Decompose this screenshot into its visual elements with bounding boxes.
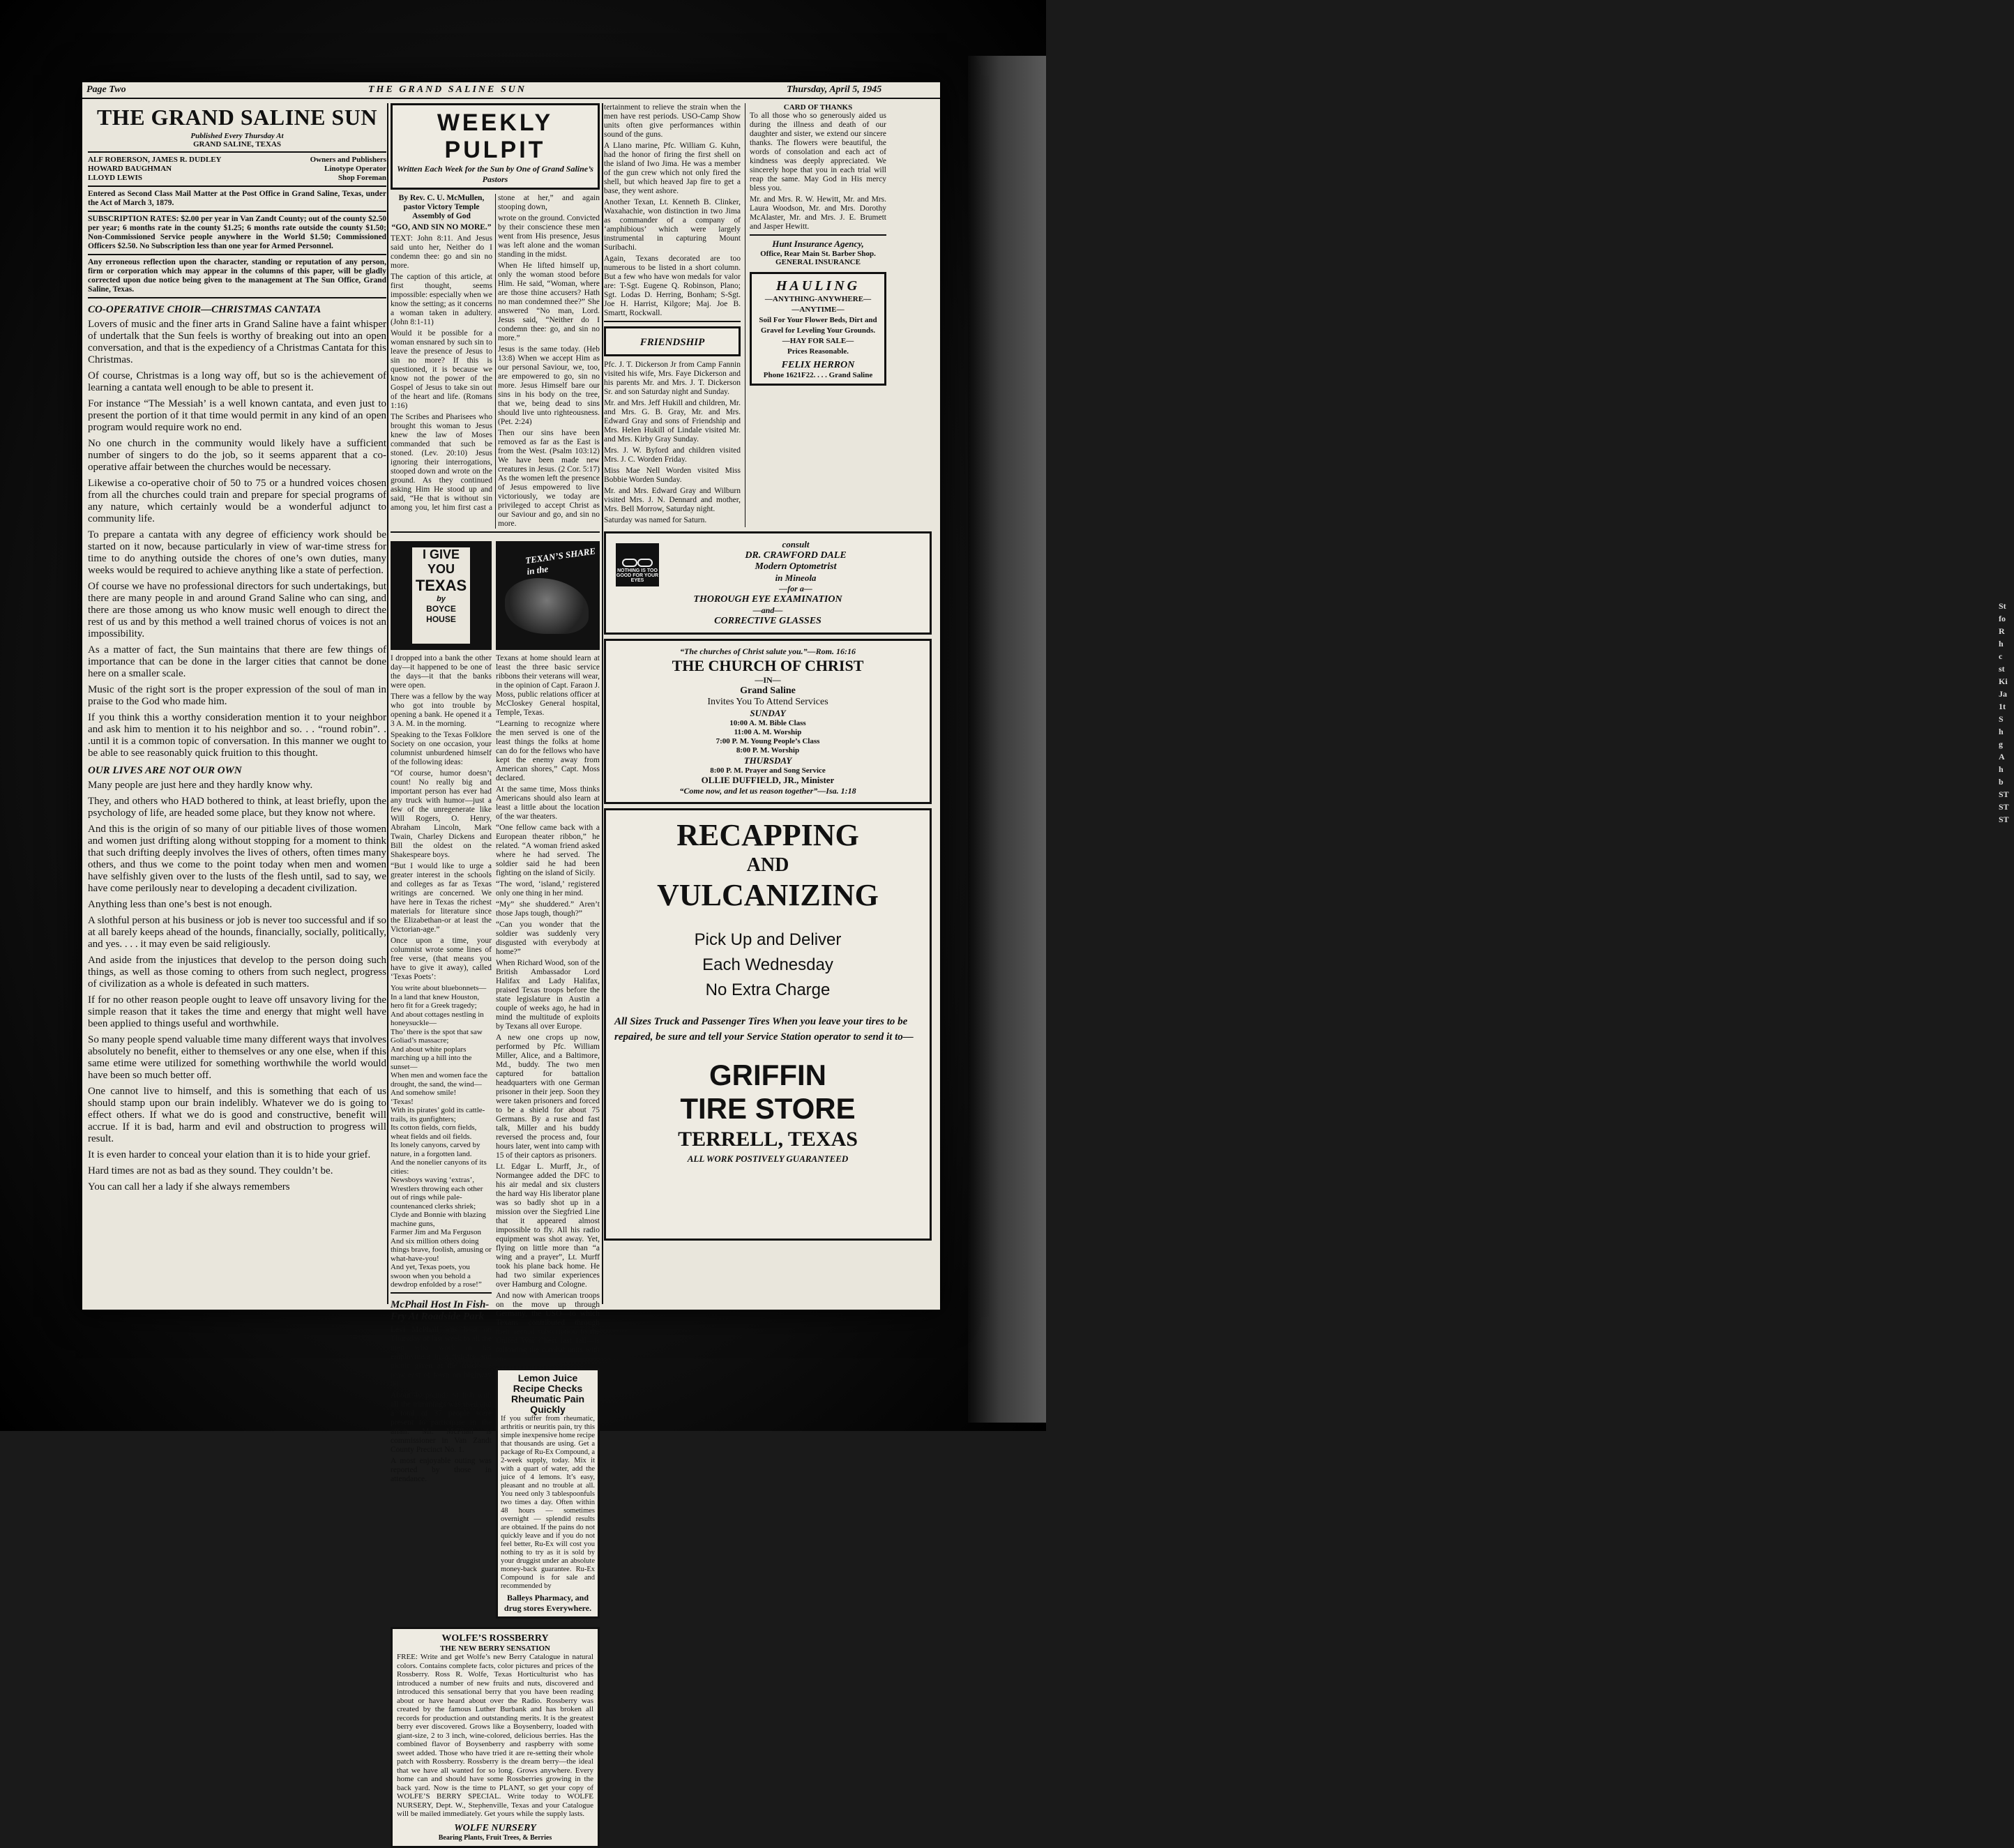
poem-line: ‘Texas!	[391, 1097, 414, 1106]
staff-list	[88, 156, 386, 183]
optometrist-and: —and—	[752, 605, 783, 615]
pulpit-subtitle: Written Each Week for the Sun by One of Grand Saline’s Pastors	[397, 164, 593, 184]
edge-fragment: b	[1999, 777, 2004, 787]
schedule-line: 8:00 P. M. Worship	[736, 746, 800, 755]
poem-line: And somehow smile!	[391, 1089, 457, 1097]
marines-paragraph: A Llano marine, Pfc. William G. Kuhn, had the honor of firing the first shell on the island of Iwo Jima. He was a member of the gun crew which not only fired the shell, but which heaved Jap fire to get a base, they went ashore.	[604, 142, 741, 195]
logo-line: by	[437, 595, 446, 603]
church-sunday: SUNDAY	[750, 708, 786, 718]
pulpit-paragraph: The caption of this article, at first thought, seems impossible: especially when we know the setting; as it concerns a woman taken in adultery. (John 8:1-11)	[391, 273, 492, 326]
masthead-place: GRAND SALINE, TEXAS	[192, 140, 282, 149]
church-schedule	[612, 719, 924, 755]
texas-paragraph: Speaking to the Texas Folklore Society on one occasion, your columnist unburdened himself of the following ideas:	[391, 731, 492, 766]
editorial-paragraph: Many people are just here and they hardly know why.	[88, 780, 313, 791]
texas-paragraph: There was a fellow by the way who got into trouble by opening a bank. He opened it a 3 A. M. in the morning.	[391, 692, 492, 728]
church-closing: “Come now, and let us reason together”—Isa. 1:18	[679, 786, 856, 796]
mcphail-paragraph: Levi McPhail was host on Thursday of last week to all the men who work in his employment in a fish-fry and picnic given at the road-side park east of town on highway 80.	[391, 1325, 492, 1388]
editorial-headline: CO-OPERATIVE CHOIR—CHRISTMAS CANTATA	[88, 304, 321, 315]
marines-column	[604, 103, 741, 527]
schedule-line: 7:00 P. M. Young People’s Class	[716, 737, 820, 745]
friendship-paragraph: Mrs. J. W. Byford and children visited Mrs. J. C. Worden Friday.	[604, 446, 741, 464]
church-quote: “The churches of Christ salute you.”—Rom. 16:16	[679, 646, 856, 656]
poem-line: Its lonely canyons, carved by nature, in a forgotten land.	[391, 1141, 480, 1158]
tire-service-line: Pick Up and Deliver	[694, 930, 842, 949]
optometrist-consult: consult	[782, 539, 810, 550]
running-head	[82, 82, 940, 99]
hauling-line: Prices Reasonable.	[787, 347, 849, 356]
editorial-paragraph: Likewise a co-operative choir of 50 to 75 or a hundred voices chosen from all the churches could train and prepare for special programs of any nature, which certainly would be a wonderful adjunct to community life.	[88, 478, 386, 524]
poem-line: When men and women face the drought, the sand, the wind—	[391, 1071, 487, 1089]
tire-ad-line1: RECAPPING	[676, 818, 859, 852]
poem-line: And yet, Texas poets, you swoon when you behold a dewdrop enfolded by a rose!”	[391, 1263, 482, 1289]
optometrist-name: DR. CRAWFORD DALE	[745, 550, 847, 561]
church-thursday-line: 8:00 P. M. Prayer and Song Service	[710, 766, 826, 775]
poem-line: Tho’ there is the spot that saw Goliad’s massacre;	[391, 1027, 483, 1045]
poem-line: Newsboys waving ‘extras’,	[391, 1176, 475, 1184]
editorial-paragraph: So many people spend valuable time many different ways that involves absolutely no benefit, either to themselves or any one else, when if this same etime were utilized for something worthwhile the world would have been so much better off.	[88, 1034, 386, 1081]
mcphail-paragraph: A most enjoyable outing was reported by those in attendance.	[391, 1456, 492, 1483]
editorial-paragraph: Of course we have no professional directors for such undertakings, but there are many people in and around Grand Saline who can sing, and there are those among us who know music well enough to direct the rest of us and by this method a well trained chorus of voices is not an impossibility.	[88, 581, 386, 639]
pulpit-paragraph: Then our sins have been removed as far as the East is from the West. (Psalm 103:12) We have been made new creatures in Jesus. (2 Cor. 5:17) As the women left the presence of Jesus empowered to live victoriously, we today are privileged to accept Christ as our Saviour and go, and sin no more.	[498, 429, 600, 528]
staff-role: Shop Foreman	[338, 174, 386, 182]
tire-ad-city: TERRELL, TEXAS	[678, 1128, 858, 1151]
poem-line: Wrestlers throwing each other out of rings while pale-countenanced clerks shriek;	[391, 1184, 483, 1211]
hauling-lines	[756, 294, 880, 357]
tire-store-ad	[604, 808, 932, 1241]
edge-fragment: Ki	[1999, 676, 2008, 686]
edge-fragment: ST	[1999, 815, 2009, 824]
pulpit-paragraph: The Scribes and Pharisees who brought this woman to Jesus knew the law of Moses commanded that such be stoned. (Lev. 20:10) Jesus ignoring their interrogations, stooped down and wrote on the ground. As they continued asking Him He stood up and said, “He that is without sin among you, let him first cast a stone at her,” and again stooping down,	[391, 194, 600, 512]
texas-poem	[391, 984, 492, 1289]
hunt-title: Hunt Insurance Agency,	[772, 238, 864, 249]
share-paragraph: “Can you wonder that the soldier was suddenly very disgusted with everybody at home?”	[496, 921, 600, 956]
editorial-paragraph: Music of the right sort is the proper expression of the soul of man in praise to the God who made him.	[88, 684, 386, 707]
poem-line: In a land that knew Houston, hero fit for a Greek tragedy;	[391, 992, 480, 1010]
friendship-paragraph: Pfc. J. T. Dickerson Jr from Camp Fannin visited his wife, Mrs. Faye Dickerson and his parents Mr. and Mrs. J. T. Dickerson Sr. and son Saturday night and Sunday.	[604, 361, 741, 396]
page-number: Page Two	[86, 84, 126, 95]
lemon-ad-body: If you suffer from rheumatic, arthritis or neuritis pain, try this simple inexpensive home recipe that thousands are using. Get a package of Ru-Ex Compound, a 2-week supply, today. Mix it with a quart of water, add the juice of 4 lemons. It’s easy, pleasant and no trouble at all. You need only 3 tablespoonfuls two times a day. Often within 48 hours — sometimes overnight — splendid results are obtained. If the pains do not quickly leave and if you do not feel better, Ru-Ex will cost you nothing to try as it is sold by your druggist under an absolute money-back guarantee. Ru-Ex Compound is for sale and recommended by	[501, 1415, 596, 1590]
staff-row	[88, 156, 386, 165]
thanks-signers: Mr. and Mrs. R. W. Hewitt, Mr. and Mrs. Laura Woodson, Mr. and Mrs. Dorothy McAlaster, Mr. and Mrs. J. E. Brumett and Jasper Hewitt.	[750, 195, 886, 231]
optometrist-town: in Mineola	[775, 573, 817, 583]
hunt-service: GENERAL INSURANCE	[775, 258, 861, 266]
church-minister: OLLIE DUFFIELD, JR., Minister	[701, 775, 835, 785]
edge-fragment: S	[1999, 714, 2004, 724]
editorial-paragraph: Lovers of music and the finer arts in Grand Saline have a faint whisper of undertalk that the Sun feels is worthy of breaking out into an open conversation, and that is the expediency of a Christmas Cantata for this Christmas.	[88, 319, 386, 365]
tire-ad-name2: TIRE STORE	[680, 1092, 856, 1125]
mcphail-paragraph: About 40 pounds of fish with all the trimmings was used and a total of 37 people were present to participate in the affair. Mr. McPhail is commissioner in Van Zandt County Precinct No. 1.	[391, 1391, 492, 1454]
mcphail-body	[391, 1326, 492, 1484]
edge-fragment: st	[1999, 664, 2005, 674]
optometrist-ad	[604, 531, 932, 635]
tire-ad-name1: GRIFFIN	[709, 1059, 826, 1091]
weekly-pulpit-box	[391, 103, 600, 190]
masthead-title: THE GRAND SALINE SUN	[96, 105, 378, 130]
glasses-icon	[616, 543, 659, 586]
tire-service-line: Each Wednesday	[702, 955, 833, 974]
church-title: THE CHURCH OF CHRIST	[672, 657, 864, 674]
adjacent-page-edge	[968, 56, 2009, 1423]
staff-name: LLOYD LEWIS	[88, 174, 142, 182]
mcphail-headline: McPhail Host In Fish-Fry At Roadside Park	[391, 1298, 490, 1322]
thanks-body: To all those who so generously aided us during the illness and death of our daughter and sister, we extend our sincere thanks. The flowers were beautiful, the words of consolation and each act of kindness was deeply appreciated. We sincerely hope that you in each trial will reap the same. May God in His mercy bless you.	[750, 112, 886, 192]
editorial-paragraph: For instance “The Messiah’ is a well known cantata, and even just to present the portion of it that time would permit in any kind of an open program would require work no end.	[88, 398, 386, 433]
hauling-ad	[750, 272, 886, 386]
hauling-line: —HAY FOR SALE—	[782, 337, 854, 345]
church-of-christ-ad	[604, 639, 932, 804]
friendship-paragraph: Mr. and Mrs. Jeff Hukill and children, Mr. and Mrs. G. B. Gray, Mr. and Mrs. Edward Gray and sons of Friendship and Mrs. Helen Hukill of Lindale visited Mr. and Mrs. Kirby Gray Sunday.	[604, 399, 741, 444]
staff-name: HOWARD BAUGHMAN	[88, 165, 172, 173]
optometrist-title: Modern Optometrist	[755, 561, 837, 572]
share-paragraph: “Learning to recognize where the men served is one of the least things the folks at home can do for the fellows who have kept the enemy away from American shores,” Capt. Moss declared.	[496, 720, 600, 782]
tire-ad-line3: VULCANIZING	[657, 878, 879, 912]
edge-fragment: g	[1999, 739, 2003, 749]
entry-notice: Entered as Second Class Mail Matter at the Post Office in Grand Saline, Texas, under the Act of March 3, 1879.	[88, 190, 386, 207]
hauling-title: HAULING	[775, 278, 861, 294]
poem-line: Its cotton fields, corn fields, wheat fields and oil fields.	[391, 1123, 477, 1141]
staff-row	[88, 165, 386, 174]
hauling-line: —ANYTIME—	[792, 305, 845, 314]
edge-fragment: c	[1999, 651, 2003, 661]
texans-share-image	[496, 541, 600, 650]
rossberry-ad	[391, 1627, 600, 1848]
schedule-line: 10:00 A. M. Bible Class	[729, 719, 806, 727]
texas-column-body	[391, 654, 492, 982]
pulpit-body	[391, 194, 600, 529]
logo-line: TEXAS	[415, 577, 467, 594]
editorial-paragraph: If for no other reason people ought to leave off unsavory living for the simple reason that it takes the time and energy that might well have been applied to things useful and worthwhile.	[88, 994, 386, 1029]
editorial-paragraph: As a matter of fact, the Sun maintains that there are few things of importance that can be done in the larger cities that cannot be done here on a smaller scale.	[88, 644, 386, 679]
optometrist-for: —for a—	[779, 584, 812, 593]
hunt-line: Office, Rear Main St. Barber Shop.	[760, 250, 876, 258]
poem-line: You write about bluebonnets—	[391, 984, 487, 992]
newspaper-page	[82, 82, 940, 1842]
editorial-paragraph: A slothful person at his business or job is never too successful and if so at all barely keeps ahead of the hounds, financially, socially, politically, and yes. . . . it may even be said religiously.	[88, 915, 386, 950]
edge-fragment: Ja	[1999, 689, 2007, 699]
masthead	[88, 105, 386, 298]
marines-paragraph: tertainment to relieve the strain when the men have rest periods. USO-Camp Show units often give performances within sound of the guns.	[604, 103, 741, 139]
texans-share-caption: TEXAN’S SHARE in the	[524, 545, 596, 577]
logo-line: HOUSE	[426, 614, 456, 624]
edge-fragment: St	[1999, 601, 2006, 611]
editorial-paragraph: To prepare a cantata with any degree of efficiency work should be started on it now, because particularly in view of war-time stress for time to do anything outside the chores of one’s own duties, many weeks would be required to achieve anything like a state of perfection.	[88, 529, 386, 576]
editorial-paragraph: If you think this a worthy consideration mention it to your neighbor and ask him to mention it to his neighbor and so. . . “round robin”. . .until it is a common topic of conversation. In this manner we ought to be able to see reasonably quick fruition to this thought.	[88, 712, 386, 759]
church-in: —IN—	[755, 675, 781, 685]
optometrist-glasses: CORRECTIVE GLASSES	[714, 616, 821, 626]
marines-paragraph: Again, Texans decorated are too numerous to be listed in a short column. But a few who have won medals for valor are: T-Sgt. Eugene Q. Robinson, Plano; Sgt. Lodas D. Herring, Bonham; S-Sgt. Joe H. Harrist, Kilgore; Maj. Joe B. Smartt, Rockwall.	[604, 255, 741, 317]
share-paragraph: When Richard Wood, son of the British Ambassador Lord Halifax and Lady Halifax, praised Texas troops before the state legislature in Austin a couple of weeks ago, he had in mind the multitude of exploits by Texans all over Europe.	[496, 959, 600, 1031]
edge-fragment: h	[1999, 639, 2004, 649]
edge-fragment: h	[1999, 764, 2004, 774]
texas-paragraph: I dropped into a bank the other day—it happened to be one of the days—it that the banks were open.	[391, 654, 492, 690]
staff-name: ALF ROBERSON, JAMES R. DUDLEY	[88, 156, 222, 164]
optometrist-badge: NOTHING IS TOO GOOD FOR YOUR EYES	[616, 568, 659, 583]
editorial-paragraph: Anything less than one’s best is not enough.	[88, 899, 273, 910]
lemon-juice-ad	[496, 1368, 600, 1619]
rossberry-footer2: Bearing Plants, Fruit Trees, & Berries	[438, 1833, 552, 1842]
thanks-column	[750, 103, 886, 527]
logo-line: BOYCE	[426, 604, 456, 614]
running-title: THE GRAND SALINE SUN	[368, 84, 527, 95]
editorial-column	[88, 103, 386, 1304]
masthead-tagline: Published Every Thursday At	[190, 132, 284, 140]
poem-line: And about white poplars marching up a hill into the sunset—	[391, 1045, 472, 1071]
hauling-name: FELIX HERRON	[781, 360, 855, 370]
poem-line: And about cottages nestling in honeysuckle—	[391, 1010, 484, 1027]
poem-line: And six million others doing things brave, foolish, amusing or what-have-you!	[391, 1236, 492, 1263]
subscription-rates: SUBSCRIPTION RATES: $2.00 per year in Van Zandt County; out of the county $2.50 per year; 6 months rate in the county $1.25; 6 months rate outside the county $1.50; Non-Commissioned Service people anywhere in the World $1.50; Commissioned Officers $2.50. No Subscription less than one year for Armed Personnel.	[88, 215, 386, 250]
church-invite: Invites You To Attend Services	[707, 697, 828, 707]
i-give-you-texas-logo	[391, 541, 492, 650]
issue-date: Thursday, April 5, 1945	[787, 84, 882, 95]
pulpit-paragraph: wrote on the ground. Convicted by their conscience these men went from His presence, Jesus was left alone and the woman standing in the midst.	[498, 214, 600, 259]
friendship-box	[604, 326, 741, 356]
pulpit-byline: By Rev. C. U. McMullen, pastor Victory Temple Assembly of God	[398, 194, 485, 220]
friendship-paragraph: Mr. and Mrs. Edward Gray and Wilburn visited Mrs. J. N. Dennard and mother, Mrs. Bell Morrow, Saturday night.	[604, 487, 741, 513]
editorial-paragraph: It is even harder to conceal your elation than it is to hide your grief.	[88, 1149, 371, 1160]
editorial-paragraph: No one church in the community would likely have a sufficient number of singers to do the job, so it seems apparent that a co-operative affair between the churches would be necessary.	[88, 438, 386, 473]
share-paragraph: “My” she shuddered.” Aren’t those Japs tough, though?”	[496, 900, 600, 918]
tire-ad-services	[614, 927, 921, 1003]
friendship-title: FRIENDSHIP	[639, 337, 705, 348]
poem-line: Farmer Jim and Ma Ferguson	[391, 1228, 481, 1236]
friendship-paragraph: Saturday was named for Saturn.	[604, 516, 707, 524]
editorial-paragraph: Hard times are not as bad as they sound. They couldn’t be.	[88, 1165, 333, 1176]
editorial-headline-2: OUR LIVES ARE NOT OUR OWN	[88, 765, 242, 776]
editorial-body-2	[88, 780, 386, 1193]
friendship-paragraph: Miss Mae Nell Worden visited Miss Bobbie Worden Sunday.	[604, 467, 741, 484]
editorial-paragraph: Of course, Christmas is a long way off, but so is the achievement of learning a cantata well enough to be able to present it.	[88, 370, 386, 393]
staff-row	[88, 174, 386, 183]
pulpit-paragraph: TEXT: John 8:11. And Jesus said unto her, Neither do I condemn thee: go and sin no more.	[391, 234, 492, 270]
logo-line: YOU	[427, 562, 455, 576]
marines-body	[604, 103, 741, 318]
church-town: Grand Saline	[740, 686, 796, 696]
texas-column	[391, 537, 492, 1623]
hauling-phone: Phone 1621F22. . . . Grand Saline	[763, 371, 873, 379]
editorial-paragraph: And this is the origin of so many of our pitiable lives of those women and women just drifting along without stopping for a moment to think that such drifting deeply involves the lives of others, often times many others, and thus we come to the point today when men and women have selfishly given over to the lusts of the flesh until, sad to say, we have come perilously near to developing a decadent civilization.	[88, 824, 386, 894]
texas-paragraph: “Of course, humor doesn’t count! No really big and important person has ever had any truck with humor—just a few of the unregenerate like Will Rogers, O. Henry, Abraham Lincoln, Mark Twain, Charley Dickens and Bill the oldest on the Shakespeare boys.	[391, 769, 492, 859]
poem-line: And the nonelier canyons of its cities:	[391, 1158, 487, 1176]
rossberry-title: WOLFE’S ROSSBERRY	[441, 1633, 549, 1644]
texas-paragraph: “But I would like to urge a greater interest in the schools and colleges as far as Texas writings are concerned. We have here in Texas the richest materials for literature since the Elizabethan-or at least the Victorian-age.”	[391, 862, 492, 934]
staff-role: Linotype Operator	[324, 165, 386, 173]
pulpit-paragraph: Jesus is the same today. (Heb 13:8) When we accept Him as our personal Saviour, we, too, are empowered to go, sin no more. Jesus Himself bare our sins in his body on the tree, that we, being dead to sins should live unto righteousness. (Pet. 2:24)	[498, 345, 600, 426]
rossberry-subtitle: THE NEW BERRY SENSATION	[439, 1644, 551, 1653]
tire-ad-line2: AND	[746, 854, 789, 876]
share-paragraph: And now with American troops on the move up through Germany, the USO—to which Texans contributed through their record subscription to the United War Chest last fall—is following the combat units with en-	[496, 1292, 600, 1363]
tire-ad-guarantee: ALL WORK POSTIVELY GUARANTEED	[687, 1153, 849, 1164]
share-paragraph: “The word, ‘island,’ registered only one thing in her mind.	[496, 880, 600, 898]
edge-fragment: ST	[1999, 789, 2009, 799]
tire-service-line: No Extra Charge	[705, 980, 831, 999]
editorial-paragraph: They, and others who HAD bothered to think, at least briefly, upon the psychology of life, are headed some place, but they know not where.	[88, 796, 386, 819]
editorial-paragraph: You can call her a lady if she always remembers	[88, 1181, 290, 1192]
rossberry-body: FREE: Write and get Wolfe’s new Berry Catalogue in natural colors. Contains complete facts, color pictures and prices of the Rossberry. Ross R. Wolfe, Texas Horticulturist who has introduced a number of new fruits and nuts, discovered and introduced this sensational berry that you have been reading about or have heard about over the Radio. Rossberry was created by the famous Luther Burbank and has broken all records for production and outstanding merits. It is the greatest berry ever discovered. Grows like a Boysenberry, loaded with giant-size, 2 to 3 inch, wine-colored, delicious berries. Has the combined flavor of Boysenberry and raspberry with some sweet added. Those who have tried it are re-setting their whole patch with Rossberry. Rossberry is the dream berry—the ideal that we have all wanted for so long. Grows anywhere. Every home can and should have some Rossberries growing in the back yard. Now is the time to PLANT, so get your copy of WOLFE’S BERRY SPECIAL. Write today to WOLFE NURSERY, Dept. W., Stephenville, Texas and your Catalogue will be mailed immediately. Get yours while the supply lasts.	[397, 1653, 593, 1818]
edge-fragment: A	[1999, 752, 2005, 762]
church-thursday: THURSDAY	[743, 755, 792, 766]
poem-line: Clyde and Bonnie with blazing machine guns,	[391, 1211, 486, 1228]
hauling-line: —ANYTHING-ANYWHERE—	[764, 295, 872, 303]
share-paragraph: “One fellow came back with a European theater ribbon,” he related. “A woman friend asked where he had served. The soldier said he had been fighting on the island of Sicily.	[496, 824, 600, 877]
share-paragraph: Texans at home should learn at least the three basic service ribbons their veterans will wear, in the opinion of Capt. Faraon J. Moss, public relations officer at McCloskey General hospital, Temple, Texas.	[496, 654, 600, 717]
editorial-body	[88, 319, 386, 759]
rossberry-footer: WOLFE NURSERY	[454, 1822, 536, 1833]
pulpit-heading: “GO, AND SIN NO MORE.”	[391, 223, 492, 232]
editorial-paragraph: And aside from the injustices that develop to the person doing such things, as well as those coming to others from such neglect, progress of civilization as a whole is defeated in such matters.	[88, 955, 386, 990]
optometrist-exam: THOROUGH EYE EXAMINATION	[693, 594, 842, 605]
edge-fragment: h	[1999, 727, 2004, 736]
edge-fragment: R	[1999, 626, 2005, 636]
pulpit-paragraph: Would it be possible for a woman ensnared by such sin to leave the presence of Jesus to sin no more? If this is questioned, it is because we know not the power of the Gospel of Jesus to take sin out of the heart and life. (Romans 1:16)	[391, 329, 492, 410]
pulpit-paragraph: When He lifted himself up, only the woman stood before Him. He said, “Woman, where are those thine accusers? Hath no man condemned thee?” She answered “No man, Lord. Jesus said, “Neither do I condemn thee: go, and sin no more.”	[498, 262, 600, 342]
poem-line: With its pirates’ gold its cattle-trails, its gunfighters;	[391, 1106, 485, 1123]
middle-column	[391, 103, 600, 1842]
texans-share-column	[496, 537, 600, 1623]
share-paragraph: At the same time, Moss thinks Americans should also learn at least a little about the location of the war theaters.	[496, 785, 600, 821]
tire-ad-body: All Sizes Truck and Passenger Tires When you leave your tires to be repaired, be sure and tell your Service Station operator to send it to—	[614, 1016, 914, 1043]
adjacent-page-fragment	[1999, 600, 2014, 826]
lemon-ad-headline: Lemon Juice Recipe Checks Rheumatic Pain Quickly	[510, 1372, 585, 1415]
right-section	[604, 103, 932, 1304]
hauling-line: Soil For Your Flower Beds, Dirt and Gravel for Leveling Your Grounds.	[759, 316, 877, 335]
edge-fragment: 1t	[1999, 702, 2006, 711]
share-paragraph: A new one crops up now, performed by Pfc. William Miller, Alice, and a Baltimore, Md., buddy. The two men captured for battalion headquarters with one German prisoner in their jeep. Soon they were taken prisoners and forced to be a shield for about 75 Germans. By a ruse and fast talk, Miller and his buddy reversed the process and, four hours later, went into camp with 15 of their captors as prisoners.	[496, 1033, 600, 1160]
marines-paragraph: Another Texan, Lt. Kenneth B. Clinker, Waxahachie, won distinction in two Jima as commander of a company of ‘amphibious’ which were largely instrumental in capturing Mount Suribachi.	[604, 198, 741, 252]
editorial-paragraph: One cannot live to himself, and this is something that each of us should stamp upon our brain indelibly. Whatever we do is going to effect others. If what we do is good and constructive, benefit will accrue. If it is bad, harm and evil and obstruction to progress will result.	[88, 1086, 386, 1144]
lemon-ad-footer: Balleys Pharmacy, and drug stores Everywhere.	[503, 1593, 592, 1613]
edge-fragment: ST	[1999, 802, 2009, 812]
correction-notice: Any erroneous reflection upon the character, standing or reputation of any person, firm or corporation which may appear in the columns of this paper, will be gladly corrected upon due notice being given to the management at The Sun Office, Grand Saline, Texas.	[88, 258, 386, 294]
texas-paragraph: Once upon a time, your columnist wrote some lines of free verse, (that means you have to give it away), called ‘Texas Poets’:	[391, 937, 492, 981]
thanks-title: CARD OF THANKS	[783, 103, 853, 112]
staff-role: Owners and Publishers	[310, 156, 386, 164]
pulpit-title: WEEKLY PULPIT	[437, 109, 554, 163]
share-paragraph: Lt. Edgar L. Murff, Jr., of Normangee added the DFC to his air medal and six clusters the hard way His liberator plane was so badly shot up in a mission over the Siegfried Line that it appeared almost impossible to fly. All his radio equipment was shot away. Yet, flying on little more than “a wing and a prayer”, Lt. Murff took his plane back home. He had two similar experiences over Hamburg and Cologne.	[496, 1162, 600, 1289]
friendship-body	[604, 361, 741, 525]
schedule-line: 11:00 A. M. Worship	[734, 728, 802, 736]
logo-line: I GIVE	[422, 547, 460, 561]
edge-fragment: fo	[1999, 614, 2006, 623]
texans-share-body	[496, 654, 600, 1364]
